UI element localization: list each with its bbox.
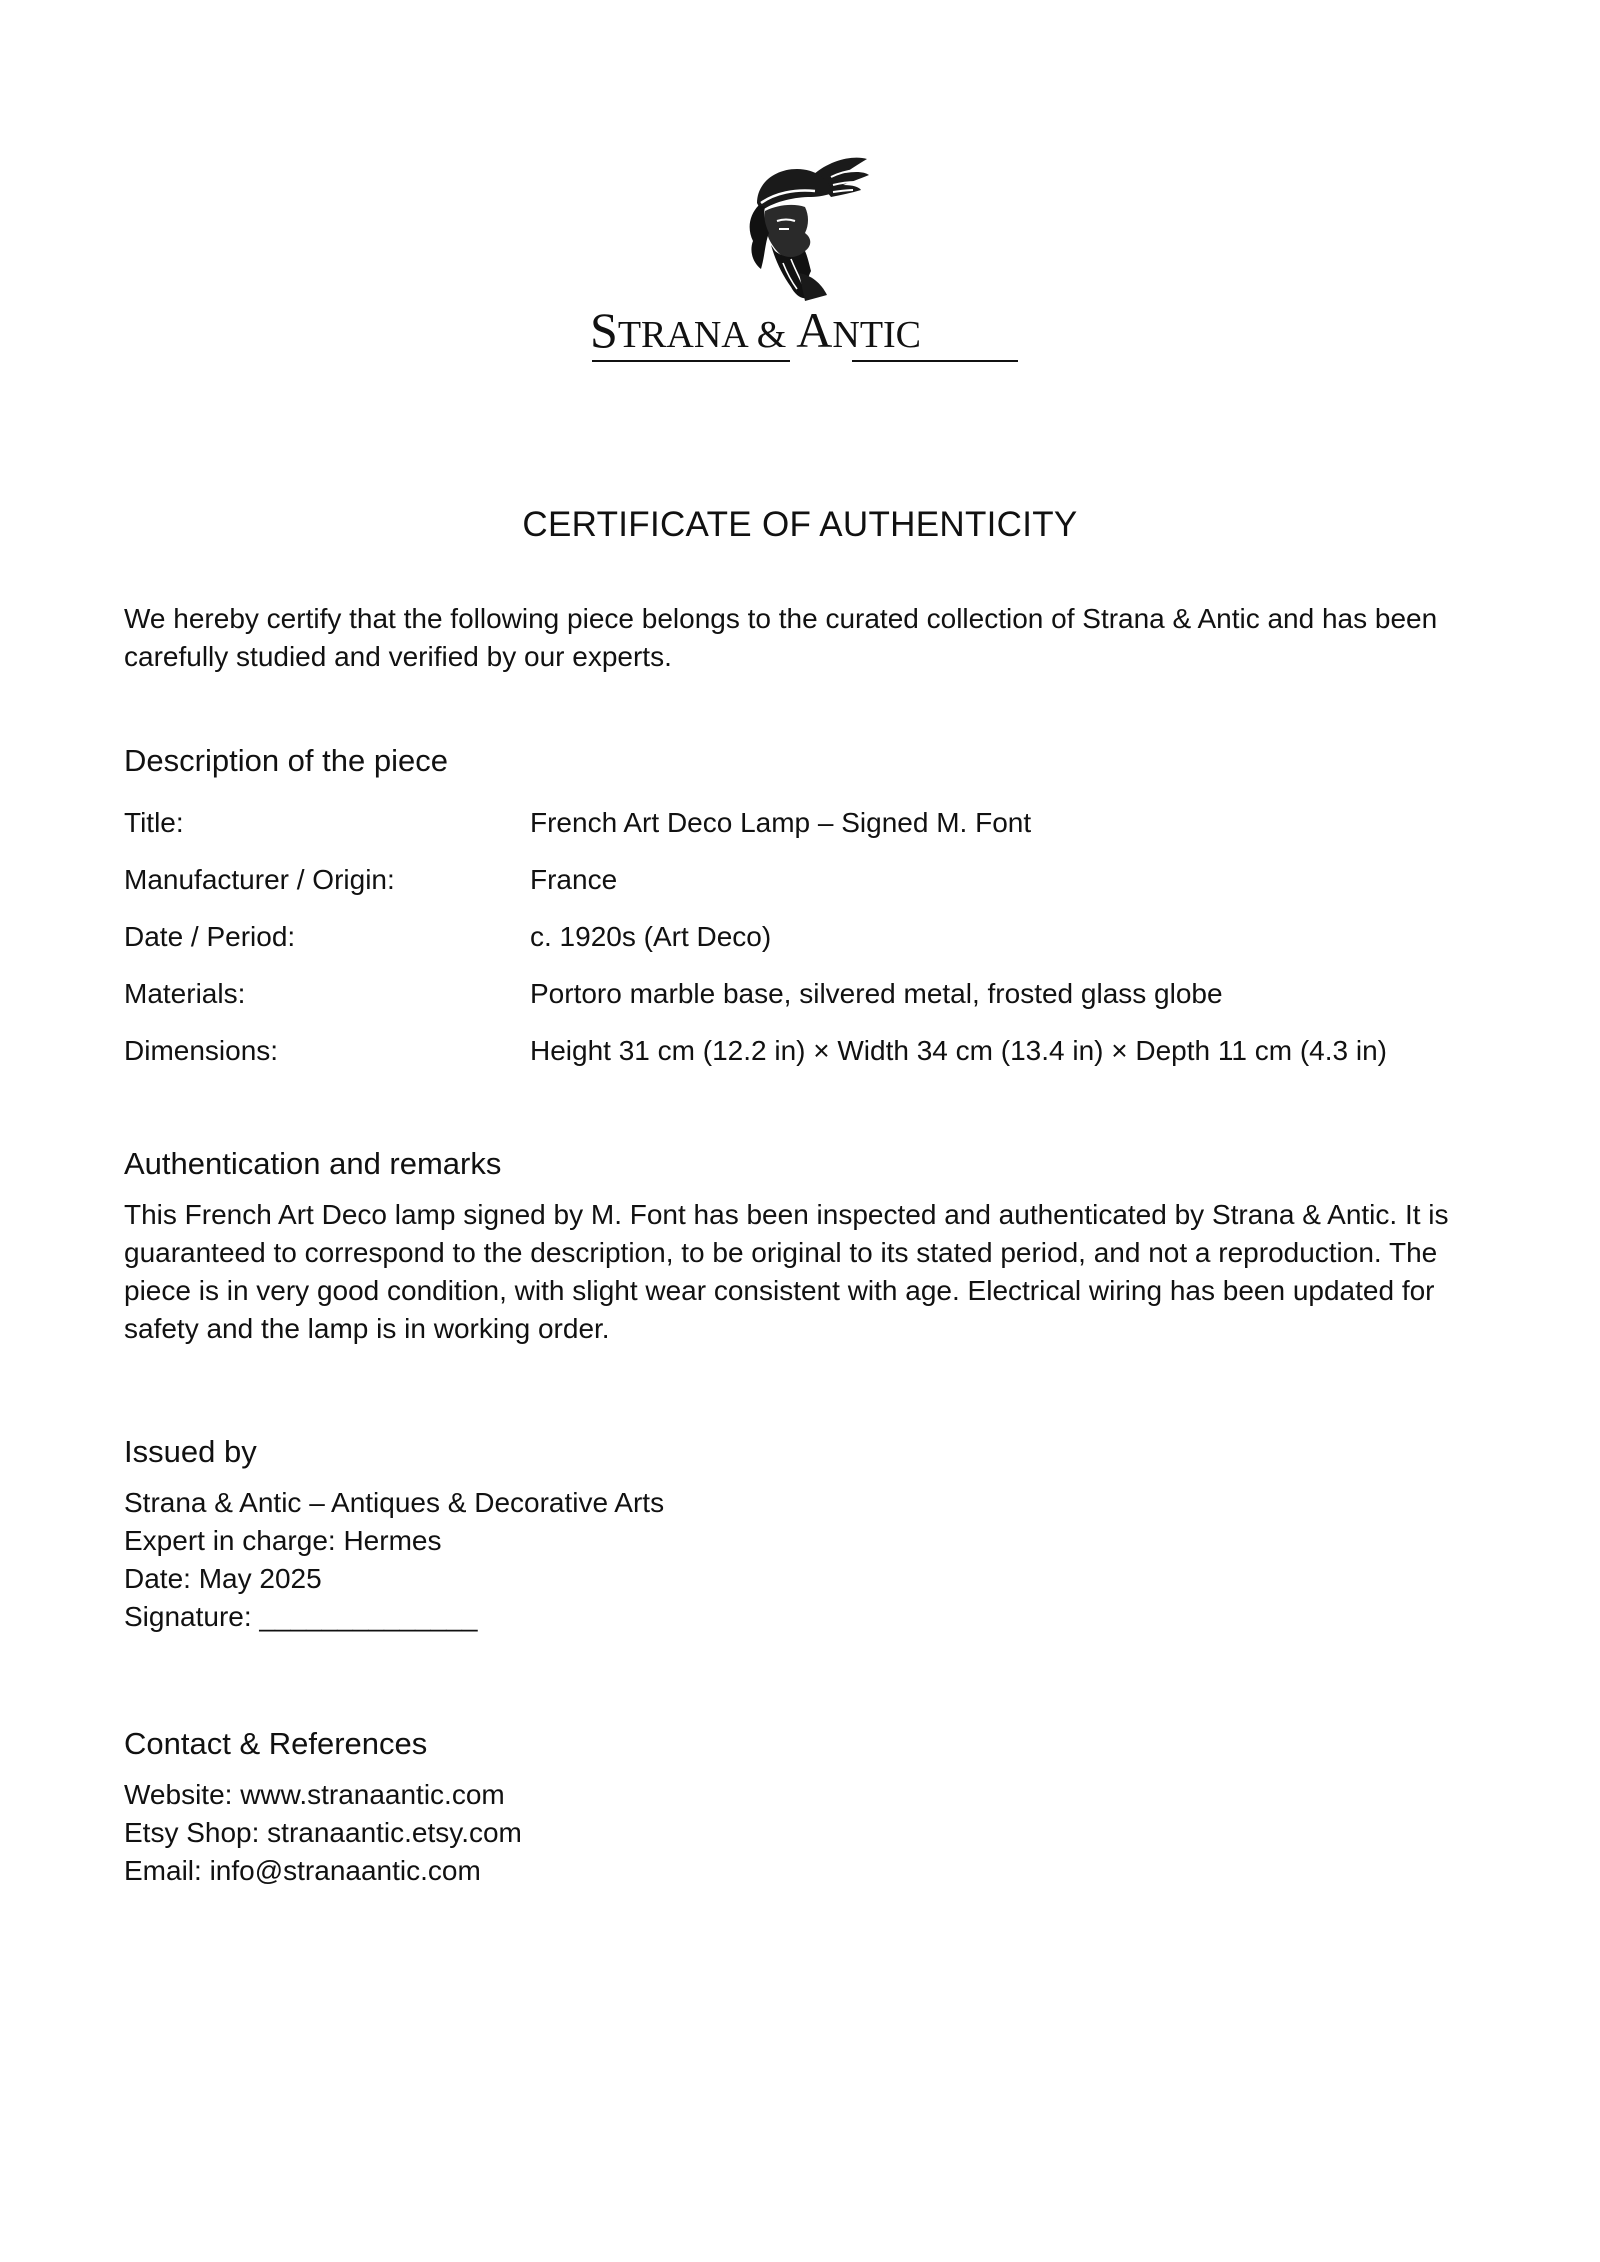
signature-line: Signature: ______________ <box>124 1601 478 1632</box>
brand-logo <box>590 155 1020 375</box>
issued-heading: Issued by <box>124 1434 257 1469</box>
brand-wordmark <box>590 305 1020 365</box>
issue-date: Date: May 2025 <box>124 1563 322 1594</box>
description-table <box>124 803 1504 1088</box>
contact-heading: Contact & References <box>124 1726 428 1761</box>
intro-paragraph: We hereby certify that the following piece belongs to the curated collection of Strana & Antic and has been carefully studied and verified by our experts. <box>124 603 1438 672</box>
issued-block <box>124 1484 1504 1636</box>
description-value: Height 31 cm (12.2 in) × Width 34 cm (13.4 in) × Depth 11 cm (4.3 in) <box>530 1035 1387 1066</box>
description-label: Dimensions: <box>124 1035 279 1066</box>
description-value: France <box>530 864 618 895</box>
authentication-heading: Authentication and remarks <box>124 1146 502 1181</box>
description-label: Date / Period: <box>124 921 296 952</box>
description-label: Title: <box>124 807 184 838</box>
description-row-title <box>124 803 1504 860</box>
description-heading: Description of the piece <box>124 743 448 778</box>
contact-email: Email: info@stranaantic.com <box>124 1855 481 1886</box>
description-label: Manufacturer / Origin: <box>124 864 395 895</box>
description-value: Portoro marble base, silvered metal, frosted glass globe <box>530 978 1223 1009</box>
description-value: c. 1920s (Art Deco) <box>530 921 772 952</box>
description-row-materials <box>124 974 1504 1031</box>
contact-website: Website: www.stranaantic.com <box>124 1779 505 1810</box>
description-value: French Art Deco Lamp – Signed M. Font <box>530 807 1032 838</box>
hermes-head-icon <box>735 155 875 305</box>
contact-block <box>124 1776 1504 1890</box>
authentication-text: This French Art Deco lamp signed by M. Font has been inspected and authenticated by Strana & Antic. It is guaranteed to correspond to the description, to be original to its stated period, and not a reproduction. The piece is in very good condition, with slight wear consistent with age. Electrical wiring has been updated for safety and the lamp is in working order. <box>124 1199 1449 1344</box>
description-row-period <box>124 917 1504 974</box>
issuer-name: Strana & Antic – Antiques & Decorative Arts <box>124 1487 665 1518</box>
description-label: Materials: <box>124 978 246 1009</box>
description-row-dimensions <box>124 1031 1504 1088</box>
description-row-origin <box>124 860 1504 917</box>
contact-etsy: Etsy Shop: stranaantic.etsy.com <box>124 1817 522 1848</box>
certificate-title: CERTIFICATE OF AUTHENTICITY <box>522 505 1078 544</box>
svg-text:STRANA&ANTIC: STRANA & ANTIC <box>590 305 922 358</box>
expert-in-charge: Expert in charge: Hermes <box>124 1525 442 1556</box>
